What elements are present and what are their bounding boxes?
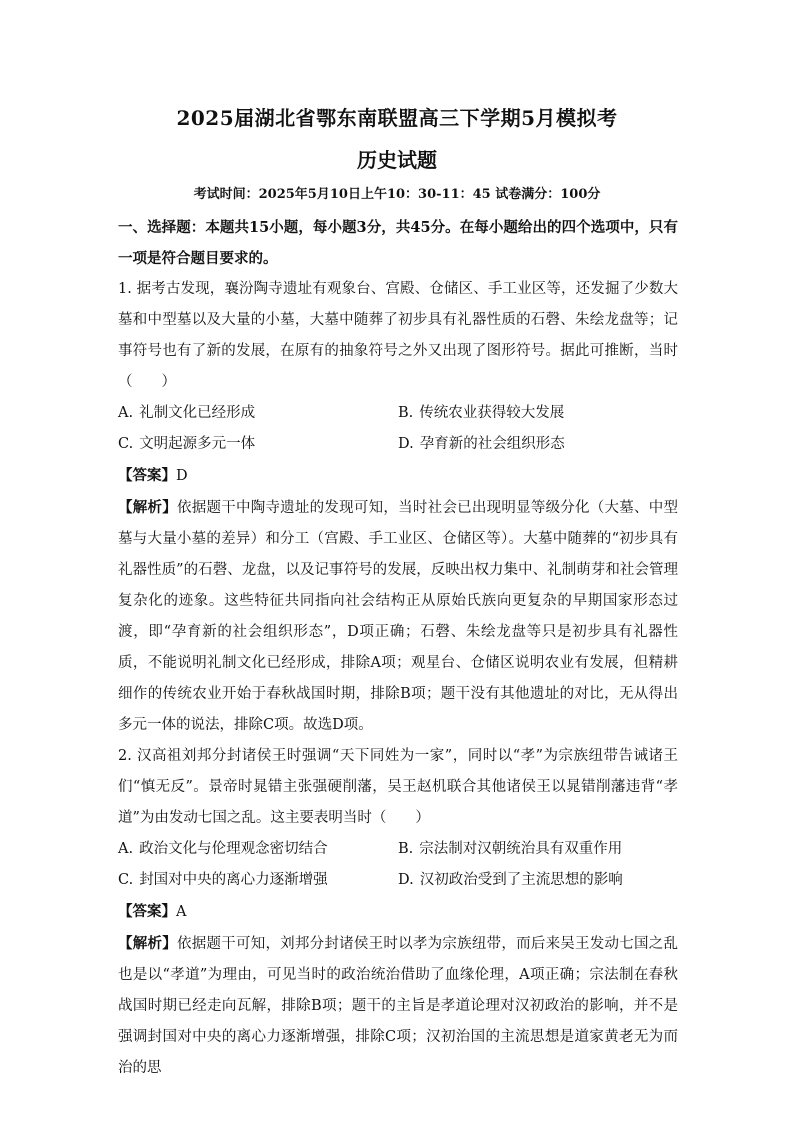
analysis-text: 依据题干中陶寺遗址的发现可知，当时社会已出现明显等级分化（大墓、中型墓与大量小墓的差异）和分工（宫殿、手工业区、仓储区等）。大墓中随葬的“初步具有礼器性质”的石磬、龙盘，以及记事符号的发展，反映出权力集中、礼制萌芽和社会管理复杂化的迹象。这些特征共同指向社会结构正从原始氏族向更复杂的早期国家形态过渡，即“孕育新的社会组织形态”，D项正确；石磬、朱绘龙盘等只是初步具有礼器性质，不能说明礼制文化已经形成，排除A项；观星台、仓储区说明农业有发展，但精耕细作的传统农业开始于春秋战国时期，排除B项；题干没有其他遗址的对比，无从得出多元一体的说法，排除C项。故选D项。 [118,500,679,733]
option-a [118,834,398,865]
option-text: 封国对中央的离心力逐渐增强 [139,872,328,888]
question-1 [118,274,678,741]
document-subtitle: 历史试题 [357,148,437,172]
option-letter: D. [398,872,414,888]
option-letter: C. [118,436,134,452]
answer-value: D [176,468,188,484]
answer-line [118,460,678,492]
analysis-label: 【解析】 [118,499,177,516]
option-b [398,834,678,865]
document-body [118,212,678,1084]
option-a [118,398,398,429]
option-b [398,398,678,429]
option-text: 文明起源多元一体 [139,436,256,452]
analysis-paragraph [118,492,678,741]
question-stem: 2. 汉高祖刘邦分封诸侯王时强调“天下同姓为一家”，同时以“孝”为宗族纽带告诫诸王们“慎无反”。景帝时晁错主张强硬削藩，吴王赵机联合其他诸侯王以晁错削藩违背“孝道”为由发动七国之乱。这主要表明当时（ ） [118,748,678,826]
option-list [118,834,678,896]
option-text: 汉初政治受到了主流思想的影响 [419,872,623,888]
answer-value: A [176,904,187,920]
option-text: 传统农业获得较大发展 [419,405,565,421]
document-title: 2025届湖北省鄂东南联盟高三下学期5月模拟考 [176,106,618,130]
section-heading: 一、选择题：本题共15小题，每小题3分，共45分。在每小题给出的四个选项中，只有一项是符合题目要求的。 [118,219,678,267]
answer-line [118,896,678,928]
option-text: 礼制文化已经形成 [139,405,256,421]
option-letter: A. [118,405,134,421]
option-list [118,398,678,460]
exam-info: 考试时间：2025年5月10日上午10：30-11：45 试卷满分：100分 [193,187,601,202]
option-letter: B. [398,405,414,421]
option-text: 宗法制对汉朝统治具有双重作用 [419,841,623,857]
answer-label: 【答案】 [118,467,176,484]
option-letter: C. [118,872,134,888]
option-c [118,429,398,460]
option-letter: A. [118,841,134,857]
option-letter: B. [398,841,414,857]
option-letter: D. [398,436,414,452]
question-2 [118,741,678,1084]
analysis-paragraph [118,928,678,1084]
analysis-label: 【解析】 [118,935,177,952]
answer-label: 【答案】 [118,903,176,920]
option-d [398,429,678,460]
option-text: 孕育新的社会组织形态 [419,436,565,452]
option-d [398,865,678,896]
question-stem: 1. 据考古发现，襄汾陶寺遗址有观象台、宫殿、仓储区、手工业区等，还发掘了少数大墓和中型墓以及大量的小墓，大墓中随葬了初步具有礼器性质的石磬、朱绘龙盘等；记事符号也有了新的发展，在原有的抽象符号之外又出现了图形符号。据此可推断，当时（ ） [118,281,678,390]
analysis-text: 依据题干可知，刘邦分封诸侯王时以孝为宗族纽带，而后来吴王发动七国之乱也是以“孝道”为理由，可见当时的政治统治借助了血缘伦理，A项正确；宗法制在春秋战国时期已经走向瓦解，排除B项；题干的主旨是孝道论理对汉初政治的影响，并不是强调封国对中央的离心力逐渐增强，排除C项；汉初治国的主流思想是道家黄老无为而治的思 [118,936,679,1076]
option-text: 政治文化与伦理观念密切结合 [139,841,328,857]
option-c [118,865,398,896]
